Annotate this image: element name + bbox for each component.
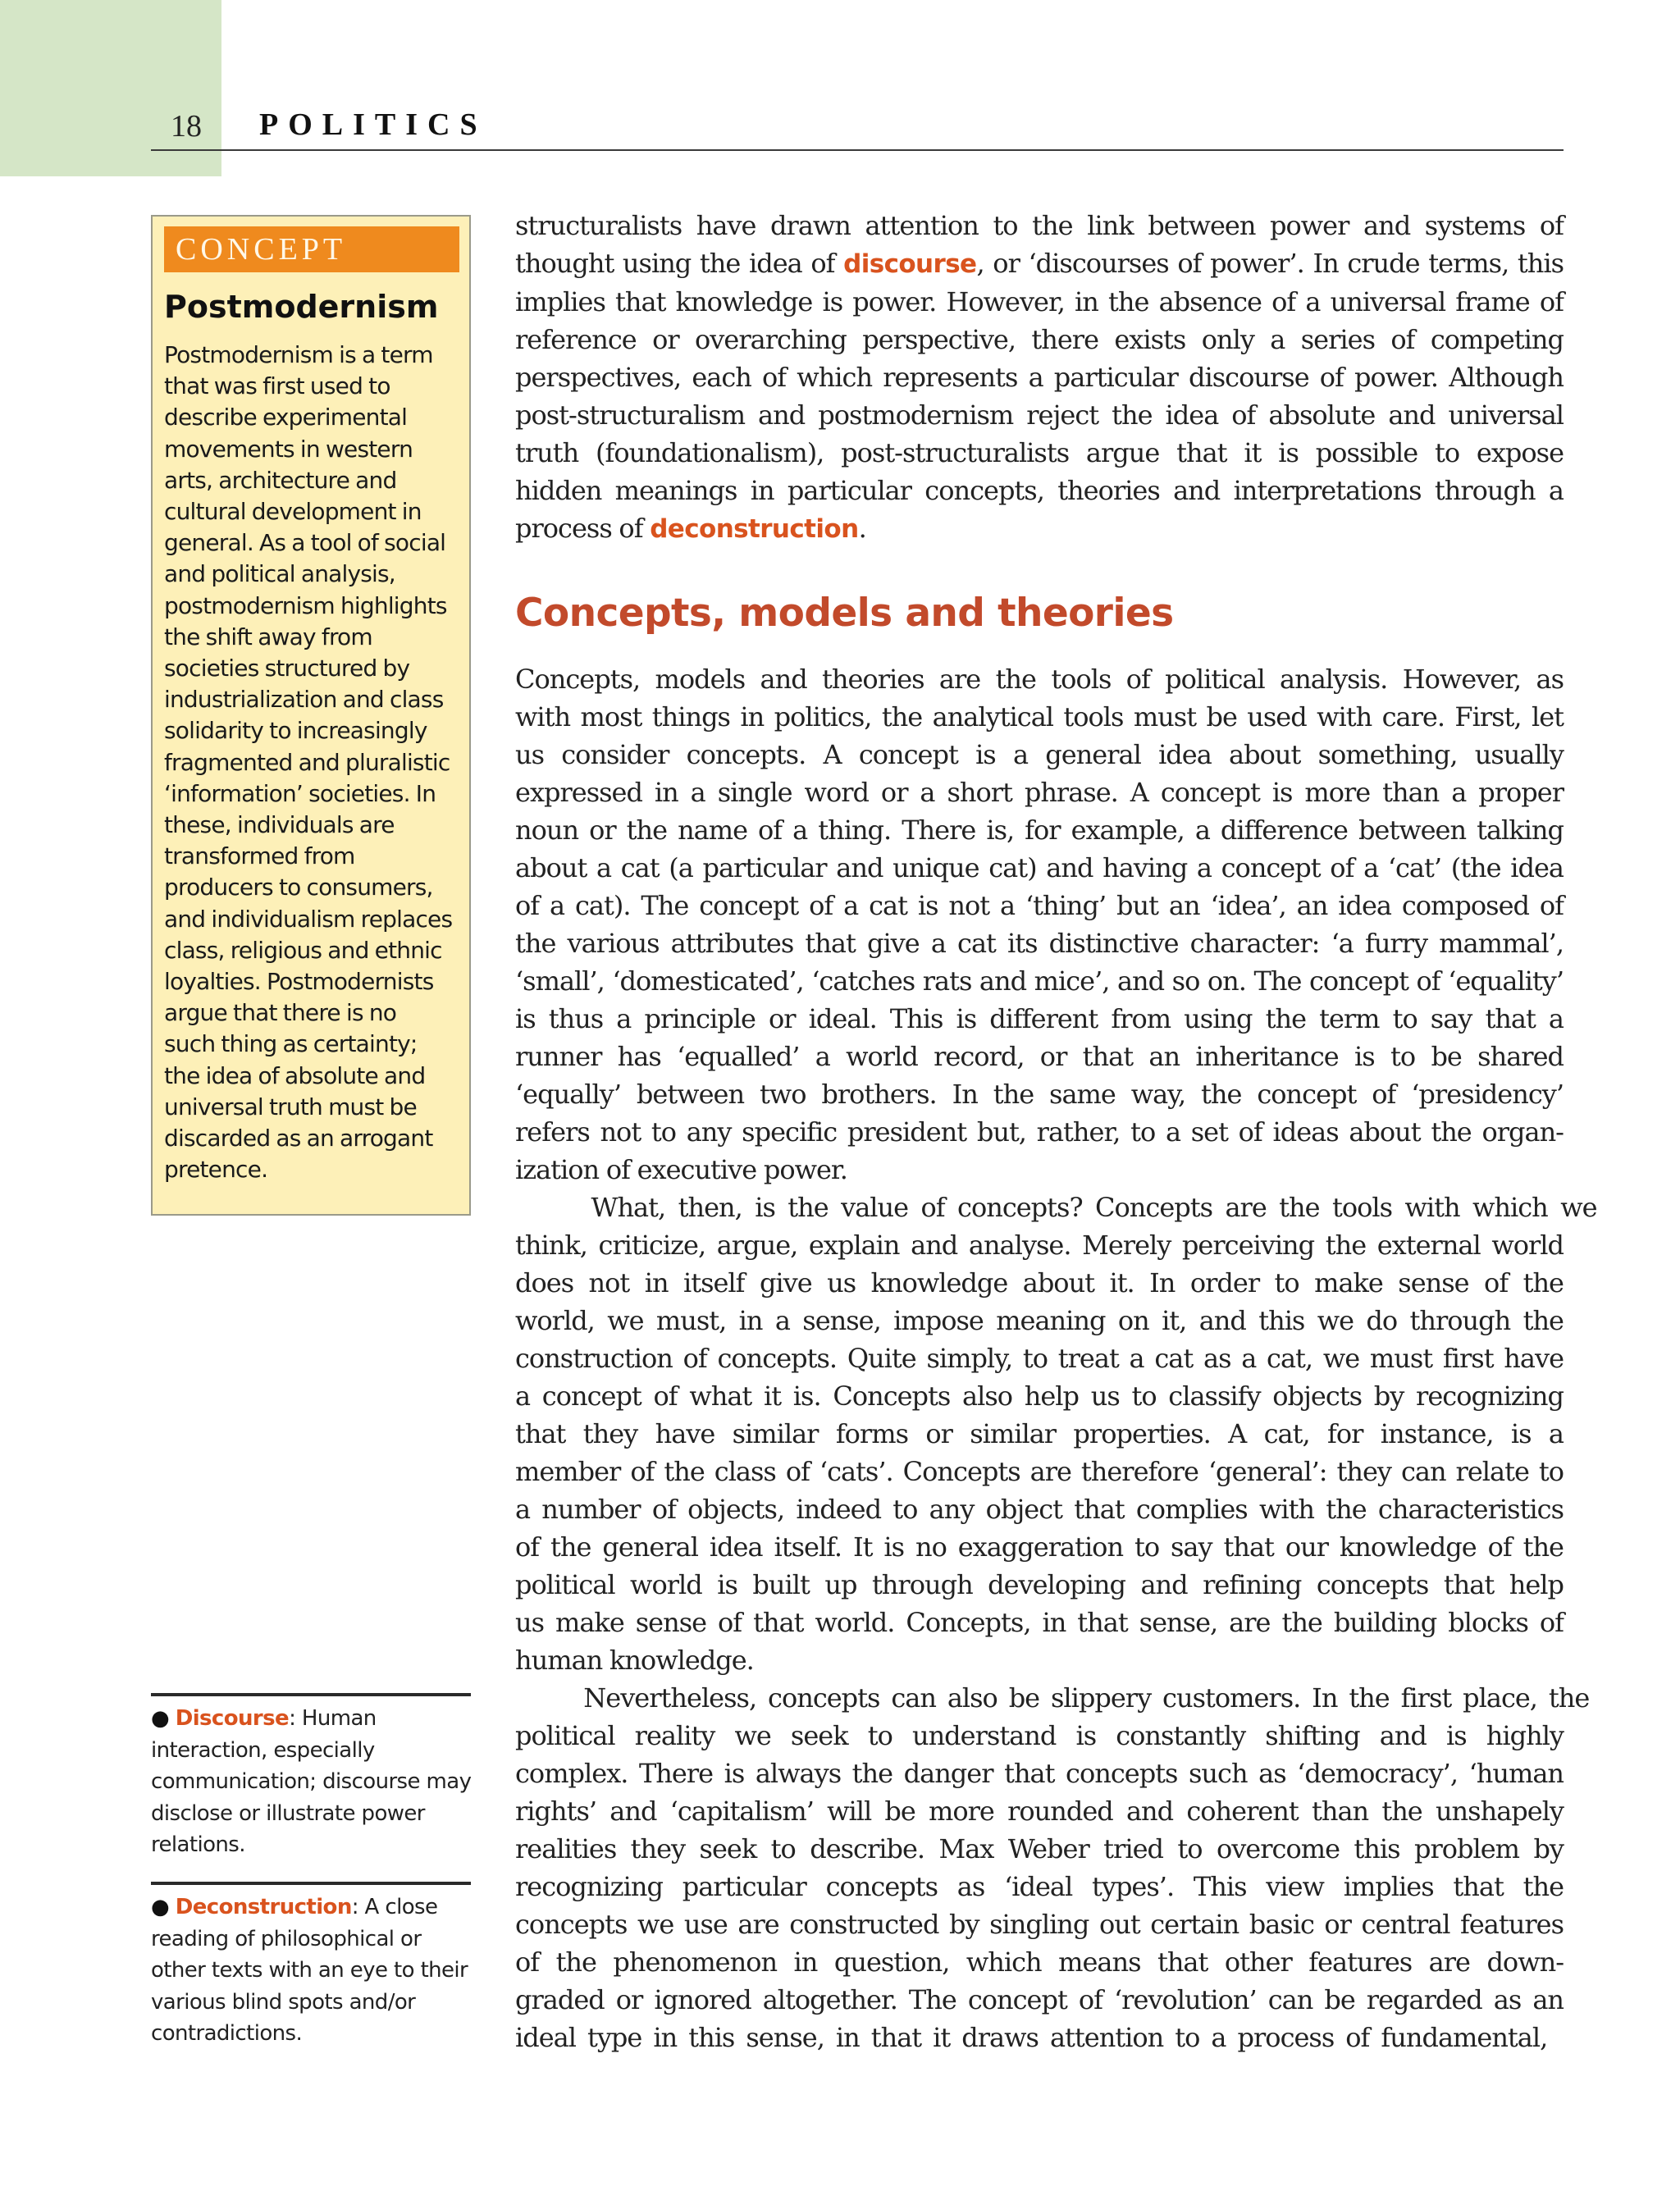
text-line: concepts we use are constructed by singling out certain basic or central features — [515, 1909, 1564, 1940]
text-line: realities they seek to describe. Max Weber tried to overcome this problem by — [515, 1833, 1564, 1864]
text-line: a concept of what it is. Concepts also help us to classify objects by recognizing — [515, 1381, 1564, 1412]
concept-label: CONCEPT — [164, 226, 459, 272]
definition-line: relations. — [151, 1832, 245, 1857]
text-line: refers not to any specific president but, rather, to a set of ideas about the organ- — [515, 1116, 1564, 1148]
bullet-icon: ● — [151, 1895, 170, 1919]
intro-paragraph — [515, 207, 1564, 548]
concept-line: describe experimental — [164, 404, 408, 431]
text-line: think, criticize, argue, explain and analyse. Merely perceiving the external world — [515, 1230, 1564, 1261]
definition-line: disclose or illustrate power — [151, 1800, 425, 1826]
text-line: implies that knowledge is power. However, in the absence of a universal frame of — [515, 286, 1564, 317]
text-line: member of the class of ‘cats’. Concepts are therefore ‘general’: they can relate to — [515, 1456, 1564, 1487]
page-header — [151, 107, 1564, 151]
body-text — [515, 660, 1597, 2056]
concept-line: cultural development in — [164, 498, 422, 526]
definition-term: Discourse — [175, 1706, 290, 1731]
text-line: rights’ and ‘capitalism’ will be more rounded and coherent than the unshapely — [515, 1796, 1564, 1827]
concept-line: universal truth must be — [164, 1093, 417, 1120]
text-line: complex. There is always the danger that concepts such as ‘democracy’, ‘human — [515, 1758, 1564, 1789]
text-line: graded or ignored altogether. The concept of ‘revolution’ can be regarded as an — [515, 1984, 1564, 2015]
definition-line: contradictions. — [151, 2021, 303, 2046]
text-line: us make sense of that world. Concepts, in that sense, are the building blocks of — [515, 1607, 1564, 1638]
section-heading: Concepts, models and theories — [515, 591, 1174, 636]
text-span: thought using the idea of — [515, 248, 844, 279]
definition-deconstruction — [151, 1882, 471, 2050]
definition-line: communication; discourse may — [151, 1769, 472, 1794]
concept-text — [164, 340, 461, 1185]
text-line: ization of executive power. — [515, 1154, 847, 1185]
concept-line: and individualism replaces — [164, 905, 453, 933]
text-line: political world is built up through developing and refining concepts that help — [515, 1569, 1564, 1600]
text-line: noun or the name of a thing. There is, for example, a difference between talking — [515, 815, 1564, 846]
text-line: the various attributes that give a cat its distinctive character: ‘a furry mammal’, — [515, 928, 1564, 959]
concept-line: and political analysis, — [164, 560, 395, 588]
concept-title: Postmodernism — [164, 289, 439, 325]
concept-line: arts, architecture and — [164, 466, 397, 494]
concept-line: movements in western — [164, 435, 413, 463]
concept-line: industrialization and class — [164, 686, 444, 714]
definition-line: interaction, especially — [151, 1737, 375, 1763]
text-line: expressed in a single word or a short phrase. A concept is more than a proper — [515, 777, 1564, 808]
text-line — [515, 509, 1564, 548]
concept-line: argue that there is no — [164, 999, 397, 1027]
running-title: POLITICS — [259, 107, 487, 142]
text-line: human knowledge. — [515, 1645, 754, 1676]
text-line: of a cat). The concept of a cat is not a ‘thing’ but an ‘idea’, an idea composed of — [515, 890, 1564, 921]
text-line: structuralists have drawn attention to the link between power and systems of — [515, 210, 1564, 241]
text-line: that they have similar forms or similar properties. A cat, for instance, is a — [515, 1418, 1564, 1449]
text-line: ‘equally’ between two brothers. In the same way, the concept of ‘presidency’ — [515, 1079, 1564, 1110]
concept-line: pretence. — [164, 1156, 268, 1184]
text-line: Concepts, models and theories are the tools of political analysis. However, as — [515, 664, 1564, 695]
concept-line: general. As a tool of social — [164, 529, 446, 557]
text-line: of the phenomenon in question, which means that other features are down- — [515, 1946, 1564, 1978]
definition-lead: : Human — [289, 1706, 377, 1731]
text-line — [515, 244, 1564, 283]
text-span: . — [858, 513, 866, 544]
text-line: What, then, is the value of concepts? Concepts are the tools with which we — [515, 1192, 1597, 1223]
text-line: does not in itself give us knowledge about it. In order to make sense of the — [515, 1267, 1564, 1298]
text-line: construction of concepts. Quite simply, to treat a cat as a cat, we must first have — [515, 1343, 1564, 1374]
concept-line: discarded as an arrogant — [164, 1125, 433, 1152]
concept-line: loyalties. Postmodernists — [164, 968, 434, 996]
text-line: reference or overarching perspective, there exists only a series of competing — [515, 324, 1564, 355]
concept-line: postmodernism highlights — [164, 591, 447, 619]
concept-line: the idea of absolute and — [164, 1061, 426, 1089]
concept-line: class, religious and ethnic — [164, 936, 442, 964]
text-line: a number of objects, indeed to any object that complies with the characteristics — [515, 1494, 1564, 1525]
concept-line: such thing as certainty; — [164, 1030, 418, 1058]
text-line: perspectives, each of which represents a particular discourse of power. Although — [515, 362, 1564, 393]
text-line: truth (foundationalism), post-structuralists argue that it is possible to expose — [515, 437, 1564, 468]
text-line: recognizing particular concepts as ‘ideal types’. This view implies that the — [515, 1871, 1564, 1902]
text-line: us consider concepts. A concept is a general idea about something, usually — [515, 739, 1564, 770]
concept-line: transformed from — [164, 842, 355, 870]
definition-term: Deconstruction — [175, 1895, 352, 1919]
definition-line: various blind spots and/or — [151, 1989, 416, 2015]
glossary-term-deconstruction: deconstruction — [650, 514, 859, 544]
concept-line: the shift away from — [164, 623, 372, 650]
text-line: is thus a principle or ideal. This is different from using the term to say that a — [515, 1003, 1564, 1034]
definition-lead: : A close — [351, 1895, 438, 1919]
text-line: ideal type in this sense, in that it draws attention to a process of fundamental, — [515, 2022, 1548, 2053]
concept-line: that was first used to — [164, 372, 390, 400]
definition-line: reading of philosophical or — [151, 1926, 422, 1951]
text-span: process of — [515, 513, 651, 544]
concept-line: ‘information’ societies. In — [164, 779, 436, 807]
text-line: political reality we seek to understand is constantly shifting and is highly — [515, 1720, 1564, 1751]
text-line: of the general idea itself. It is no exaggeration to say that our knowledge of the — [515, 1531, 1564, 1563]
concept-line: societies structured by — [164, 655, 410, 682]
glossary-term-discourse: discourse — [843, 249, 977, 279]
text-span: , or ‘discourses of power’. In crude terms, this — [976, 248, 1564, 279]
concept-line: fragmented and pluralistic — [164, 748, 450, 776]
text-line: Nevertheless, concepts can also be slippery customers. In the first place, the — [515, 1682, 1590, 1714]
text-line: world, we must, in a sense, impose meaning on it, and this we do through the — [515, 1305, 1564, 1336]
concept-line: producers to consumers, — [164, 874, 433, 901]
concept-line: Postmodernism is a term — [164, 341, 433, 368]
definition-line: other texts with an eye to their — [151, 1958, 468, 1983]
text-line: runner has ‘equalled’ a world record, or that an inheritance is to be shared — [515, 1041, 1564, 1072]
page-number: 18 — [171, 109, 202, 144]
definition-discourse — [151, 1693, 471, 1861]
concept-box — [151, 215, 471, 1216]
bullet-icon: ● — [151, 1706, 170, 1731]
text-line: with most things in politics, the analytical tools must be used with care. First, let — [515, 701, 1564, 732]
text-line: about a cat (a particular and unique cat) and having a concept of a ‘cat’ (the idea — [515, 852, 1564, 883]
text-line: ‘small’, ‘domesticated’, ‘catches rats and mice’, and so on. The concept of ‘equality’ — [515, 965, 1564, 997]
concept-line: these, individuals are — [164, 811, 395, 839]
concept-line: solidarity to increasingly — [164, 717, 427, 745]
text-line: hidden meanings in particular concepts, theories and interpretations through a — [515, 475, 1564, 506]
text-line: post-structuralism and postmodernism reject the idea of absolute and universal — [515, 399, 1564, 431]
